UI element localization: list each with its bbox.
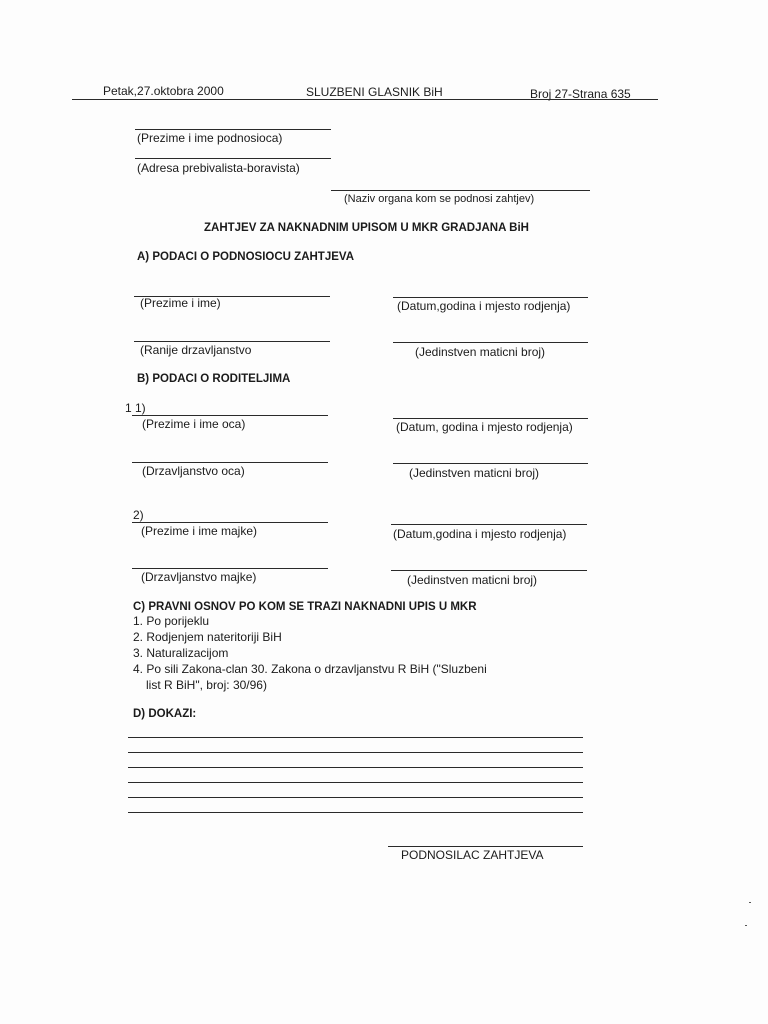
header-date: Petak,27.oktobra 2000 (103, 84, 224, 98)
a-id-line (393, 342, 588, 343)
header-page-ref: Broj 27-Strana 635 (530, 87, 631, 101)
scan-speck (745, 925, 747, 926)
legal-basis-item: 2. Rodjenjem nateritoriji BiH (133, 630, 282, 644)
header-publication: SLUZBENI GLASNIK BiH (306, 85, 443, 99)
mother-citizenship-line (132, 568, 328, 569)
father-birth-caption: (Datum, godina i mjesto rodjenja) (396, 420, 573, 434)
header-rule (72, 99, 658, 100)
signature-line (388, 846, 583, 847)
father-id-caption: (Jedinstven maticni broj) (409, 466, 540, 480)
mother-id-caption: (Jedinstven maticni broj) (407, 573, 538, 587)
applicant-name-caption: (Prezime i ime podnosioca) (137, 131, 283, 145)
evidence-line (128, 782, 583, 783)
father-id-line (393, 463, 588, 464)
a-citizenship-caption: (Ranije drzavljanstvo (140, 343, 252, 357)
legal-basis-item: 4. Po sili Zakona-clan 30. Zakona o drzavljanstvu R BiH ("Sluzbeni (133, 662, 487, 676)
authority-line (331, 190, 590, 191)
mother-birth-line (391, 524, 587, 525)
legal-basis-item: 3. Naturalizacijom (133, 646, 229, 660)
section-d-heading: D) DOKAZI: (133, 708, 197, 720)
father-marker: 1 1) (125, 401, 146, 415)
scan-speck (749, 902, 751, 903)
father-name-caption: (Prezime i ime oca) (142, 417, 246, 431)
section-b-heading: B) PODACI O RODITELJIMA (137, 373, 291, 385)
mother-name-caption: (Prezime i ime majke) (141, 524, 258, 538)
a-citizenship-line (134, 341, 330, 342)
mother-marker: 2) (133, 508, 144, 522)
evidence-line (128, 812, 583, 813)
section-c-heading: C) PRAVNI OSNOV PO KOM SE TRAZI NAKNADNI UPIS U MKR (133, 601, 477, 613)
mother-citizenship-caption: (Drzavljanstvo majke) (141, 570, 257, 584)
a-id-caption: (Jedinstven maticni broj) (415, 345, 546, 359)
father-citizenship-line (132, 462, 328, 463)
a-name-caption: (Prezime i ime) (140, 296, 221, 310)
applicant-address-caption: (Adresa prebivalista-boravista) (137, 161, 300, 175)
mother-id-line (391, 570, 587, 571)
legal-basis-item: 1. Po porijeklu (133, 614, 210, 628)
evidence-line (128, 797, 583, 798)
evidence-line (128, 737, 583, 738)
father-citizenship-caption: (Drzavljanstvo oca) (142, 464, 245, 478)
father-name-line (132, 415, 328, 416)
form-title: ZAHTJEV ZA NAKNADNIM UPISOM U MKR GRADJANA BiH (204, 222, 529, 234)
evidence-line (128, 767, 583, 768)
mother-birth-caption: (Datum,godina i mjesto rodjenja) (393, 527, 567, 541)
a-birth-caption: (Datum,godina i mjesto rodjenja) (397, 299, 571, 313)
applicant-address-line (135, 158, 331, 159)
evidence-line (128, 752, 583, 753)
section-a-heading: A) PODACI O PODNOSIOCU ZAHTJEVA (137, 251, 355, 263)
mother-name-line (132, 522, 328, 523)
a-birth-line (393, 297, 588, 298)
father-birth-line (393, 418, 588, 419)
signature-caption: PODNOSILAC ZAHTJEVA (401, 848, 544, 862)
legal-basis-item-continuation: list R BiH", broj: 30/96) (146, 678, 267, 692)
applicant-name-line (135, 129, 331, 130)
authority-caption: (Naziv organa kom se podnosi zahtjev) (344, 193, 535, 205)
